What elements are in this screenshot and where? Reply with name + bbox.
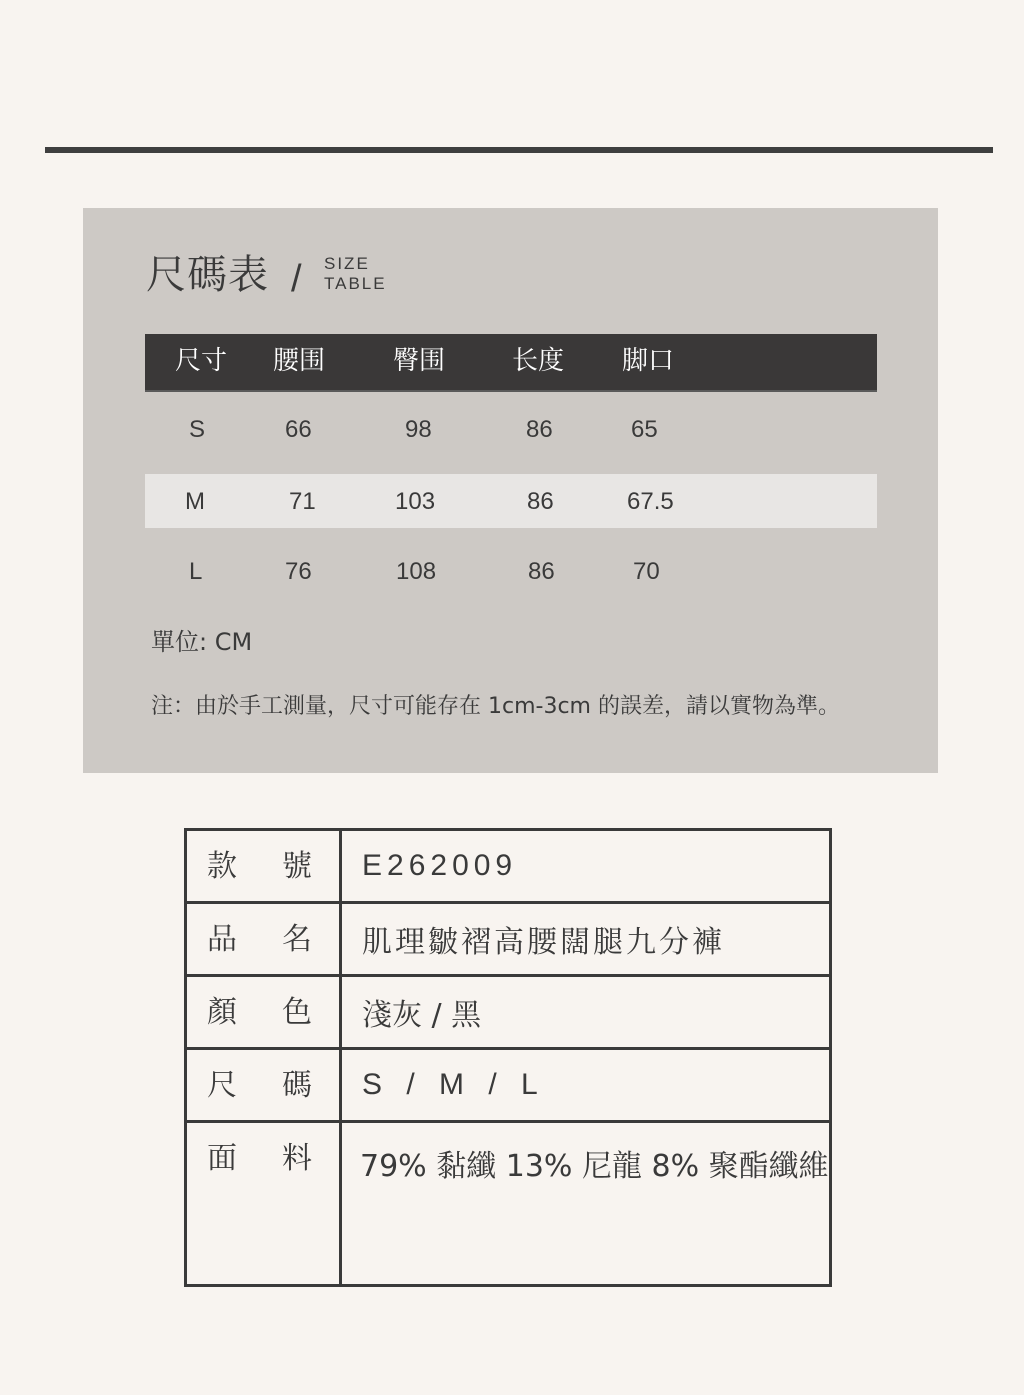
key-cell-color	[186, 976, 341, 1049]
key-cell-product-name	[186, 903, 341, 976]
title-english-line1: SIZE	[324, 254, 370, 273]
table-row	[186, 1049, 831, 1122]
key-char: 色	[282, 995, 312, 1030]
fabric-value: 79% 黏纖 13% 尼龍 8% 聚酯纖維	[341, 1122, 831, 1286]
header-length: 长度	[512, 346, 565, 376]
key-char: 尺	[207, 1068, 237, 1103]
cell-hip: 98	[405, 416, 432, 443]
cell-hem: 65	[631, 416, 658, 443]
key-char: 料	[282, 1141, 312, 1176]
table-row	[145, 544, 877, 600]
cell-length: 86	[526, 416, 553, 443]
header-hem: 脚口	[622, 346, 675, 376]
table-row	[186, 976, 831, 1049]
size-chart-title	[146, 250, 546, 310]
cell-waist: 71	[289, 488, 316, 515]
size-value: S / M / L	[341, 1049, 831, 1122]
table-row	[186, 903, 831, 976]
key-char: 號	[282, 849, 312, 884]
cell-waist: 76	[285, 558, 312, 585]
key-char: 碼	[282, 1068, 312, 1103]
size-table-header	[145, 334, 877, 392]
size-chart-panel	[83, 208, 938, 773]
cell-size: S	[189, 416, 206, 443]
cell-hip: 108	[396, 558, 437, 585]
key-cell-size	[186, 1049, 341, 1122]
key-char: 名	[282, 922, 312, 957]
cell-hem: 67.5	[627, 488, 674, 515]
table-row	[186, 830, 831, 903]
cell-hip: 103	[395, 488, 436, 515]
key-char: 顏	[207, 995, 237, 1030]
style-number-value: E262009	[341, 830, 831, 903]
cell-waist: 66	[285, 416, 312, 443]
title-chinese: 尺碼表	[146, 252, 269, 298]
table-row	[186, 1122, 831, 1286]
cell-length: 86	[528, 558, 555, 585]
table-row	[145, 474, 877, 528]
unit-label: 單位: CM	[151, 628, 253, 656]
cell-length: 86	[527, 488, 554, 515]
header-waist: 腰围	[273, 346, 326, 376]
product-name-value: 肌理皺褶高腰闊腿九分褲	[341, 903, 831, 976]
key-char: 品	[207, 922, 237, 957]
product-info-table	[184, 828, 832, 1287]
measurement-note: 注：由於手工測量，尺寸可能存在 1cm-3cm 的誤差，請以實物為準。	[151, 694, 840, 719]
color-value: 淺灰 / 黑	[341, 976, 831, 1049]
title-english	[324, 254, 387, 294]
title-english-line2: TABLE	[324, 274, 387, 293]
cell-size: M	[185, 488, 205, 515]
header-hip: 臀围	[393, 346, 446, 376]
cell-hem: 70	[633, 558, 660, 585]
key-char: 款	[207, 849, 237, 884]
key-cell-style-number	[186, 830, 341, 903]
header-size: 尺寸	[175, 346, 228, 376]
table-row	[145, 402, 877, 458]
title-slash: /	[291, 258, 302, 300]
cell-size: L	[189, 558, 203, 585]
key-cell-fabric	[186, 1122, 341, 1286]
key-char: 面	[207, 1141, 237, 1176]
top-divider	[45, 147, 993, 153]
size-table	[145, 334, 877, 600]
